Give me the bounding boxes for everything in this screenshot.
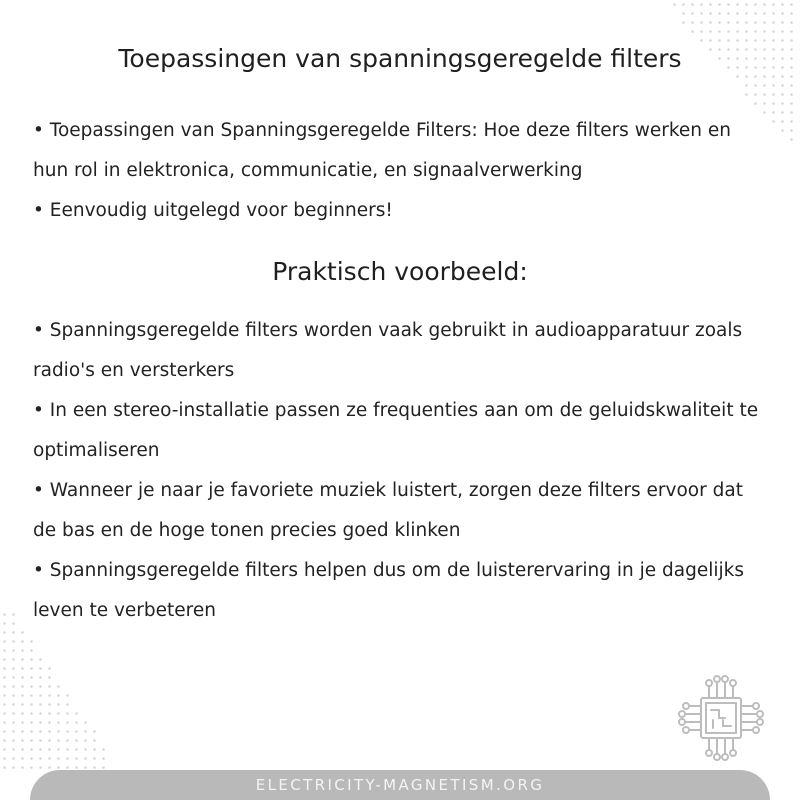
decor-dot [772, 93, 775, 96]
decor-dot [754, 21, 757, 24]
decor-dot [48, 694, 51, 697]
decor-dot [3, 748, 6, 751]
decor-dot [3, 712, 6, 715]
decor-dot [736, 12, 739, 15]
decor-dot [790, 111, 793, 114]
decor-dot [102, 766, 105, 769]
decor-dot [93, 766, 96, 769]
decor-dot [790, 75, 793, 78]
decor-dot [781, 111, 784, 114]
example-bullet: • Wanneer je naar je favoriete muziek luistert, zorgen deze filters ervoor dat de bas en de hoge tonen precies goed klinken [33, 480, 743, 541]
decor-dot [66, 703, 69, 706]
decor-dot [763, 102, 766, 105]
decor-dot [781, 30, 784, 33]
decor-dot [3, 658, 6, 661]
decor-dot [75, 739, 78, 742]
decor-dot [84, 739, 87, 742]
decor-dot [718, 39, 721, 42]
decor-dot [709, 21, 712, 24]
decor-dot [772, 39, 775, 42]
decor-dot [709, 39, 712, 42]
decor-dot [3, 685, 6, 688]
decor-dot [3, 631, 6, 634]
decor-dot [3, 757, 6, 760]
decor-dot [48, 703, 51, 706]
decor-dot [12, 622, 15, 625]
decor-dot [12, 766, 15, 769]
decor-dot [772, 21, 775, 24]
example-bullet: • Spanningsgeregelde filters helpen dus om de luisterervaring in je dagelijks leven te verbeteren [33, 560, 745, 621]
decor-dot [12, 640, 15, 643]
decor-dot [3, 766, 6, 769]
decor-dot [673, 3, 676, 6]
decor-dot [48, 676, 51, 679]
decor-dot [12, 730, 15, 733]
decor-dot [718, 21, 721, 24]
decor-dot [66, 748, 69, 751]
decor-dot [763, 75, 766, 78]
decor-dot [48, 721, 51, 724]
decor-dot [93, 730, 96, 733]
decor-dot [12, 613, 15, 616]
decor-dot [30, 649, 33, 652]
footer-site-name: ELECTRICITY-MAGNETISM.ORG [255, 776, 545, 794]
decor-dot [3, 622, 6, 625]
decor-dot [21, 685, 24, 688]
decor-dot [754, 93, 757, 96]
example-heading: Praktisch voorbeeld: [272, 257, 528, 286]
decor-dot [772, 102, 775, 105]
decor-dot [754, 102, 757, 105]
decor-dot [57, 694, 60, 697]
decor-dot [763, 30, 766, 33]
decor-dot [21, 739, 24, 742]
decor-dot [700, 39, 703, 42]
decor-dot [84, 748, 87, 751]
decor-dot [736, 30, 739, 33]
decor-dot [3, 730, 6, 733]
decor-dot [57, 766, 60, 769]
decor-dot [700, 12, 703, 15]
decor-dot [736, 39, 739, 42]
decor-dot [736, 3, 739, 6]
decor-dot [66, 739, 69, 742]
decor-dot [30, 730, 33, 733]
decor-dot [763, 21, 766, 24]
decor-dot [39, 703, 42, 706]
decor-dot [682, 3, 685, 6]
decor-dot [30, 685, 33, 688]
decor-dot [718, 12, 721, 15]
decor-dot [790, 39, 793, 42]
decor-dot [736, 21, 739, 24]
decor-dot [781, 75, 784, 78]
decor-dot [772, 111, 775, 114]
decor-dot [48, 685, 51, 688]
decor-dot [57, 757, 60, 760]
decor-dot [75, 712, 78, 715]
decor-dot [772, 12, 775, 15]
decor-dot [21, 748, 24, 751]
decor-dot [718, 3, 721, 6]
decor-dot [691, 21, 694, 24]
decor-dot [93, 748, 96, 751]
decor-dot [754, 84, 757, 87]
decor-dot [12, 712, 15, 715]
decor-dot [700, 30, 703, 33]
decor-dot [57, 685, 60, 688]
decor-dot [727, 12, 730, 15]
decor-dot [3, 640, 6, 643]
decor-dot [754, 3, 757, 6]
decor-dot [12, 703, 15, 706]
intro-list [33, 111, 768, 231]
decor-dot [781, 129, 784, 132]
decor-dot [3, 613, 6, 616]
decor-dot [30, 658, 33, 661]
decor-dot [93, 739, 96, 742]
decor-dot [709, 12, 712, 15]
decor-dot [48, 730, 51, 733]
decor-dot [754, 12, 757, 15]
decor-dot [39, 766, 42, 769]
decor-dot [781, 39, 784, 42]
decor-dot [21, 676, 24, 679]
decor-dot [21, 766, 24, 769]
decor-dot [691, 3, 694, 6]
example-bullet: • Spanningsgeregelde filters worden vaak gebruikt in audioapparatuur zoals radio's en versterkers [33, 320, 743, 381]
decor-dot [12, 739, 15, 742]
decor-dot [102, 757, 105, 760]
decor-dot [781, 3, 784, 6]
intro-bullet: • Eenvoudig uitgelegd voor beginners! [33, 200, 393, 221]
decor-dot [21, 667, 24, 670]
decor-dot [93, 757, 96, 760]
decor-dot [21, 703, 24, 706]
decor-dot [790, 84, 793, 87]
decor-dot [727, 39, 730, 42]
decor-dot [39, 658, 42, 661]
decor-dot [39, 712, 42, 715]
decor-dot [781, 12, 784, 15]
decor-dot [745, 12, 748, 15]
decor-dot [30, 766, 33, 769]
decor-dot [84, 721, 87, 724]
footer-bar [30, 770, 770, 800]
decor-dot [772, 3, 775, 6]
decor-dot [727, 3, 730, 6]
decor-dot [39, 757, 42, 760]
decor-dot [781, 120, 784, 123]
decor-dot [39, 721, 42, 724]
decor-dot [12, 649, 15, 652]
decor-dot [75, 757, 78, 760]
decor-dot [727, 21, 730, 24]
decor-dot [57, 703, 60, 706]
decor-dot [3, 739, 6, 742]
decor-dot [745, 75, 748, 78]
decor-dot [30, 640, 33, 643]
decor-dot [3, 721, 6, 724]
decor-dot [21, 712, 24, 715]
decor-dot [48, 712, 51, 715]
decor-dot [21, 730, 24, 733]
decor-dot [12, 667, 15, 670]
decor-dot [21, 631, 24, 634]
decor-dot [763, 39, 766, 42]
decor-dot [48, 739, 51, 742]
decor-dot [21, 721, 24, 724]
decor-dot [700, 21, 703, 24]
decor-dot [781, 84, 784, 87]
decor-dot [39, 685, 42, 688]
decor-dot [3, 649, 6, 652]
decor-dot [763, 3, 766, 6]
decor-dot [30, 667, 33, 670]
decor-dot [30, 748, 33, 751]
intro-bullet: • Toepassingen van Spanningsgeregelde Filters: Hoe deze filters werken en hun rol in elektronica, communicatie, en signaalverwerking [33, 120, 731, 181]
decor-dot [39, 739, 42, 742]
decor-dot [790, 138, 793, 141]
example-bullet: • In een stereo-installatie passen ze frequenties aan om de geluidskwaliteit te optimaliseren [33, 400, 759, 461]
decor-dot [745, 30, 748, 33]
decor-dot [754, 39, 757, 42]
decor-dot [30, 703, 33, 706]
decor-dot [790, 129, 793, 132]
decor-dot [57, 712, 60, 715]
decor-dot [12, 676, 15, 679]
circuit-chip-icon [673, 670, 769, 766]
decor-dot [12, 694, 15, 697]
decor-dot [30, 739, 33, 742]
decor-dot [763, 93, 766, 96]
decor-dot [790, 21, 793, 24]
decor-dot [790, 30, 793, 33]
decor-dot [745, 93, 748, 96]
decor-dot [727, 30, 730, 33]
decor-dot [66, 766, 69, 769]
decor-dot [700, 3, 703, 6]
decor-dot [39, 676, 42, 679]
decor-dot [39, 748, 42, 751]
decor-dot [30, 712, 33, 715]
decor-dot [790, 102, 793, 105]
decor-dot [745, 39, 748, 42]
decor-dot [709, 30, 712, 33]
example-list [33, 311, 768, 631]
decor-dot [709, 3, 712, 6]
decor-dot [3, 694, 6, 697]
decor-dot [745, 3, 748, 6]
decor-dot [66, 730, 69, 733]
decor-dot [30, 757, 33, 760]
decor-dot [745, 84, 748, 87]
decor-dot [21, 694, 24, 697]
decor-dot [21, 649, 24, 652]
decor-dot [12, 721, 15, 724]
decor-dot [772, 75, 775, 78]
decor-dot [3, 703, 6, 706]
decor-dot [763, 84, 766, 87]
decor-dot [21, 658, 24, 661]
decor-dot [790, 120, 793, 123]
decor-dot [39, 694, 42, 697]
decor-dot [57, 739, 60, 742]
page-title: Toepassingen van spanningsgeregelde filters [118, 44, 682, 73]
decor-dot [57, 730, 60, 733]
dot-pattern-bottom-left [0, 610, 110, 770]
decor-dot [763, 12, 766, 15]
decor-dot [39, 667, 42, 670]
decor-dot [57, 721, 60, 724]
decor-dot [75, 748, 78, 751]
decor-dot [66, 721, 69, 724]
decor-dot [66, 757, 69, 760]
decor-dot [12, 658, 15, 661]
decor-dot [66, 694, 69, 697]
decor-dot [781, 102, 784, 105]
decor-dot [772, 84, 775, 87]
decor-dot [772, 120, 775, 123]
decor-dot [745, 21, 748, 24]
decor-dot [21, 640, 24, 643]
decor-dot [30, 694, 33, 697]
decor-dot [75, 721, 78, 724]
decor-dot [12, 631, 15, 634]
decor-dot [691, 30, 694, 33]
decor-dot [48, 766, 51, 769]
decor-dot [691, 12, 694, 15]
decor-dot [84, 730, 87, 733]
decor-dot [754, 75, 757, 78]
decor-dot [48, 748, 51, 751]
decor-dot [84, 766, 87, 769]
decor-dot [12, 685, 15, 688]
decor-dot [772, 30, 775, 33]
decor-dot [3, 667, 6, 670]
decor-dot [57, 748, 60, 751]
decor-dot [30, 676, 33, 679]
decor-dot [12, 748, 15, 751]
decor-dot [48, 757, 51, 760]
decor-dot [30, 721, 33, 724]
decor-dot [682, 12, 685, 15]
decor-dot [781, 21, 784, 24]
decor-dot [102, 748, 105, 751]
decor-dot [48, 667, 51, 670]
decor-dot [3, 676, 6, 679]
decor-dot [790, 3, 793, 6]
decor-dot [75, 730, 78, 733]
decor-dot [736, 75, 739, 78]
decor-dot [39, 730, 42, 733]
decor-dot [718, 30, 721, 33]
decor-dot [754, 30, 757, 33]
decor-dot [66, 712, 69, 715]
decor-dot [21, 757, 24, 760]
decor-dot [84, 757, 87, 760]
decor-dot [682, 21, 685, 24]
decor-dot [790, 12, 793, 15]
decor-dot [75, 766, 78, 769]
decor-dot [790, 93, 793, 96]
decor-dot [12, 757, 15, 760]
decor-dot [781, 93, 784, 96]
